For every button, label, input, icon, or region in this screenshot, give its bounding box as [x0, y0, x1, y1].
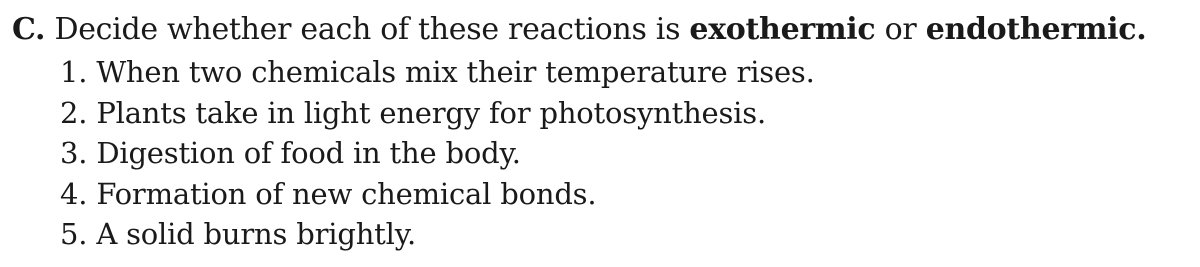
section-letter: C. — [12, 12, 46, 47]
item-text: Formation of new chemical bonds. — [96, 176, 597, 211]
heading-connector: or — [884, 12, 917, 47]
term-exothermic: exothermic — [689, 12, 876, 47]
reaction-list — [60, 52, 815, 255]
list-item-4 — [60, 174, 815, 215]
list-item-3 — [60, 133, 815, 174]
item-text: When two chemicals mix their temperature rises. — [96, 55, 815, 89]
list-item-2 — [60, 93, 815, 134]
heading-instruction: Decide whether each of these reactions is — [54, 12, 681, 47]
item-text: A solid burns brightly. — [96, 217, 417, 251]
item-text: Plants take in light energy for photosynthesis. — [96, 95, 766, 130]
item-number: 3. — [60, 136, 88, 170]
question-heading — [12, 10, 1146, 50]
item-text: Digestion of food in the body. — [96, 136, 521, 170]
item-number: 2. — [60, 95, 88, 130]
term-endothermic: endothermic. — [925, 12, 1147, 47]
item-number: 5. — [60, 217, 88, 251]
list-item-1 — [60, 52, 815, 93]
item-number: 1. — [60, 55, 88, 89]
list-item-5 — [60, 214, 815, 255]
item-number: 4. — [60, 176, 88, 211]
